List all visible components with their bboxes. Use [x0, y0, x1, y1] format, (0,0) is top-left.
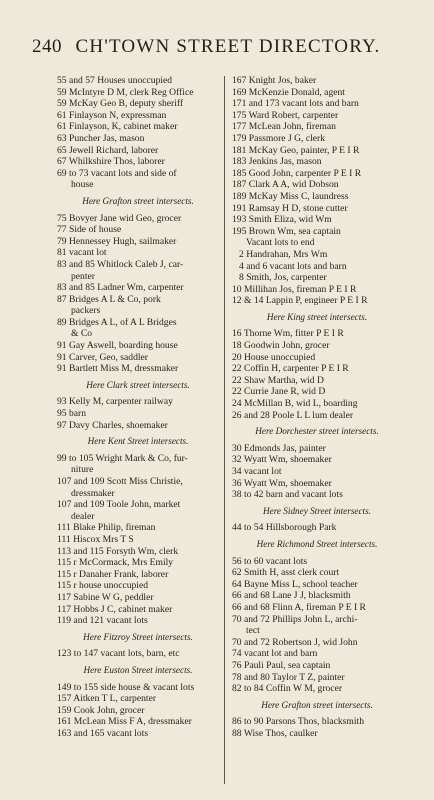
- directory-entry: 115 r house unoccupied: [57, 580, 149, 592]
- directory-entry: 111 Hiscox Mrs T S: [57, 533, 134, 545]
- entry-continuation: dressmaker: [71, 487, 115, 499]
- directory-entry: 78 and 80 Taylor T Z, painter: [232, 671, 345, 683]
- directory-entry: 66 and 68 Flinn A, fireman P E I R: [232, 601, 366, 613]
- directory-entry: 171 and 173 vacant lots and barn: [232, 98, 359, 110]
- directory-entry: 83 and 85 Whitlock Caleb J, car-: [57, 258, 184, 270]
- directory-entry: 8 Smith, Jos, carpenter: [239, 272, 327, 284]
- directory-entry: 82 to 84 Coffin W M, grocer: [232, 683, 343, 695]
- directory-entry: 117 Sabine W G, peddler: [57, 591, 154, 603]
- directory-entry: 36 Wyatt Wm, shoemaker: [232, 477, 332, 489]
- directory-entry: 64 Bayne Miss L, school teacher: [232, 578, 358, 590]
- directory-entry: 79 Hennessey Hugh, sailmaker: [57, 235, 177, 247]
- directory-entry: 66 and 68 Lane J J, blacksmith: [232, 590, 351, 602]
- directory-entry: 157 Aitken T L, carpenter: [57, 693, 157, 705]
- street-intersection-note: Here Sidney Street intersects.: [262, 505, 371, 516]
- directory-entry: 70 and 72 Robertson J, wid John: [232, 636, 358, 648]
- directory-entry: 193 Smith Eliza, wid Wm: [232, 214, 332, 226]
- directory-entry: 70 and 72 Phillips John L, archi-: [232, 613, 358, 625]
- directory-entry: 91 Carver, Geo, saddler: [57, 351, 148, 363]
- directory-entry: 18 Goodwin John, grocer: [232, 340, 330, 352]
- directory-entry: 97 Davy Charles, shoemaker: [57, 419, 168, 431]
- directory-entry: 107 and 109 Toole John, market: [57, 499, 181, 511]
- directory-entry: 24 McMillan B, wid L, boarding: [232, 398, 358, 410]
- directory-entry: 81 vacant lot: [57, 247, 107, 259]
- directory-entry: 22 Coffin H, carpenter P E I R: [232, 363, 349, 375]
- directory-entry: 91 Bartlett Miss M, dressmaker: [57, 363, 179, 375]
- street-intersection-note: Here Grafton street intersects.: [82, 195, 194, 206]
- directory-entry: 69 to 73 vacant lots and side of: [57, 167, 177, 179]
- page-number: 240: [32, 36, 62, 57]
- directory-entry: 56 to 60 vacant lots: [232, 555, 308, 567]
- directory-entry: 163 and 165 vacant lots: [57, 727, 149, 739]
- directory-entry: 34 vacant lot: [232, 466, 282, 477]
- column-divider: [224, 76, 225, 784]
- directory-entry: 86 to 90 Parsons Thos, blacksmith: [232, 716, 365, 728]
- directory-entry: 107 and 109 Scott Miss Christie,: [57, 476, 183, 487]
- street-intersection-note: Here Dorchester street intersects.: [255, 426, 379, 437]
- directory-entry: 95 barn: [57, 408, 87, 420]
- directory-entry: 111 Blake Philip, fireman: [57, 522, 156, 534]
- directory-entry: 113 and 115 Forsyth Wm, clerk: [57, 545, 179, 557]
- directory-entry: 32 Wyatt Wm, shoemaker: [232, 454, 332, 466]
- directory-entry: 30 Edmonds Jas, painter: [232, 442, 326, 454]
- directory-entry: 10 Millihan Jos, fireman P E I R: [232, 283, 357, 295]
- entry-continuation: penter: [71, 270, 95, 282]
- directory-entry: 16 Thorne Wm, fitter P E I R: [232, 328, 344, 340]
- directory-entry: 187 Clark A A, wid Dobson: [232, 179, 339, 191]
- directory-entry: 185 Good John, carpenter P E I R: [232, 167, 362, 179]
- directory-entry: 2 Handrahan, Mrs Wm: [239, 248, 328, 260]
- directory-entry: 93 Kelly M, carpenter railway: [57, 396, 173, 408]
- directory-entry: 117 Hobbs J C, cabinet maker: [57, 603, 173, 615]
- directory-entry: 61 Finlayson, K, cabinet maker: [57, 121, 178, 133]
- street-intersection-note: Here Clark street intersects.: [86, 379, 190, 390]
- street-intersection-note: Here Grafton street intersects.: [261, 699, 373, 710]
- directory-entry: 177 McLean John, fireman: [232, 121, 336, 133]
- directory-entry: 167 Knight Jos, baker: [232, 75, 317, 86]
- page-title: CH'TOWN STREET DIRECTORY.: [75, 36, 381, 57]
- entry-continuation: packers: [71, 305, 101, 317]
- directory-entry: 149 to 155 side house & vacant lots: [57, 681, 195, 693]
- directory-entry: 88 Wise Thos, caulker: [232, 727, 318, 739]
- directory-entry: 12 & 14 Lappin P, engineer P E I R: [232, 295, 368, 307]
- page-header: [32, 36, 404, 60]
- street-intersection-note: Here Euston Street intersects.: [83, 664, 193, 675]
- directory-entry: 20 House unoccupied: [232, 351, 316, 363]
- directory-entry: 61 Finlayson N, expressman: [57, 109, 167, 121]
- directory-entry: 83 and 85 Ladner Wm, carpenter: [57, 282, 184, 294]
- directory-entry: 74 vacant lot and barn: [232, 648, 318, 660]
- entry-continuation: niture: [71, 464, 94, 476]
- directory-entry: 22 Shaw Martha, wid D: [232, 374, 324, 386]
- entry-continuation: house: [71, 179, 94, 191]
- entry-continuation: & Co: [71, 328, 93, 340]
- entry-continuation: tect: [246, 625, 260, 637]
- directory-entry: 175 Ward Robert, carpenter: [232, 109, 339, 121]
- street-intersection-note: Here Richmond Street intersects.: [256, 538, 378, 549]
- directory-entry: 91 Gay Aswell, boarding house: [57, 340, 178, 352]
- directory-entry: 38 to 42 barn and vacant lots: [232, 489, 343, 501]
- directory-entry: 77 Side of house: [57, 224, 122, 236]
- street-intersection-note: Here Kent Street intersects.: [87, 436, 189, 447]
- entry-continuation: Vacant lots to end: [246, 237, 315, 249]
- directory-entry: 59 McIntyre D M, clerk Reg Office: [57, 86, 194, 98]
- directory-entry: 161 McLean Miss F A, dressmaker: [57, 716, 192, 728]
- directory-entry: 89 Bridges A L, of A L Bridges: [57, 316, 177, 328]
- directory-entry: 22 Currie Jane R, wid D: [232, 386, 326, 398]
- directory-entry: 62 Smith H, asst clerk court: [232, 567, 340, 579]
- directory-entry: 115 r Danaher Frank, laborer: [57, 568, 169, 580]
- directory-entry: 76 Pauli Paul, sea captain: [232, 659, 331, 671]
- directory-entry: 63 Puncher Jas, mason: [57, 132, 145, 144]
- directory-entry: 4 and 6 vacant lots and barn: [239, 260, 347, 272]
- left-column: [57, 75, 219, 739]
- right-column: [232, 75, 402, 739]
- directory-entry: 44 to 54 Hillsborough Park: [232, 522, 337, 534]
- directory-entry: 195 Brown Wm, sea captain: [232, 225, 341, 237]
- directory-entry: 59 McKay Geo B, deputy sheriff: [57, 98, 184, 110]
- directory-entry: 87 Bridges A L & Co, pork: [57, 293, 161, 305]
- street-intersection-note: Here King street intersects.: [266, 311, 368, 322]
- directory-entry: 119 and 121 vacant lots: [57, 615, 148, 627]
- directory-entry: 99 to 105 Wright Mark & Co, fur-: [57, 452, 188, 464]
- entry-continuation: dealer: [71, 510, 95, 522]
- directory-entry: 181 McKay Geo, painter, P E I R: [232, 144, 360, 156]
- directory-entry: 115 r McCormack, Mrs Emily: [57, 557, 174, 569]
- directory-entry: 169 McKenzie Donald, agent: [232, 86, 345, 98]
- street-intersection-note: Here Fitzroy Street intersects.: [83, 631, 193, 642]
- directory-entry: 191 Ramsay H D, stone cutter: [232, 202, 348, 214]
- directory-entry: 67 Whilkshire Thos, laborer: [57, 156, 165, 168]
- directory-entry: 179 Passmore J G, clerk: [232, 132, 325, 144]
- directory-entry: 123 to 147 vacant lots, barn, etc: [57, 648, 180, 660]
- directory-entry: 26 and 28 Poole L L lum dealer: [232, 409, 354, 421]
- directory-entry: 159 Cook John, grocer: [57, 704, 145, 716]
- directory-entry: 189 McKay Miss C, laundress: [232, 190, 349, 202]
- directory-entry: 55 and 57 Houses unoccupied: [57, 75, 173, 86]
- directory-entry: 65 Jewell Richard, laborer: [57, 144, 159, 156]
- directory-entry: 75 Bovyer Jane wid Geo, grocer: [57, 212, 182, 224]
- directory-entry: 183 Jenkins Jas, mason: [232, 156, 322, 168]
